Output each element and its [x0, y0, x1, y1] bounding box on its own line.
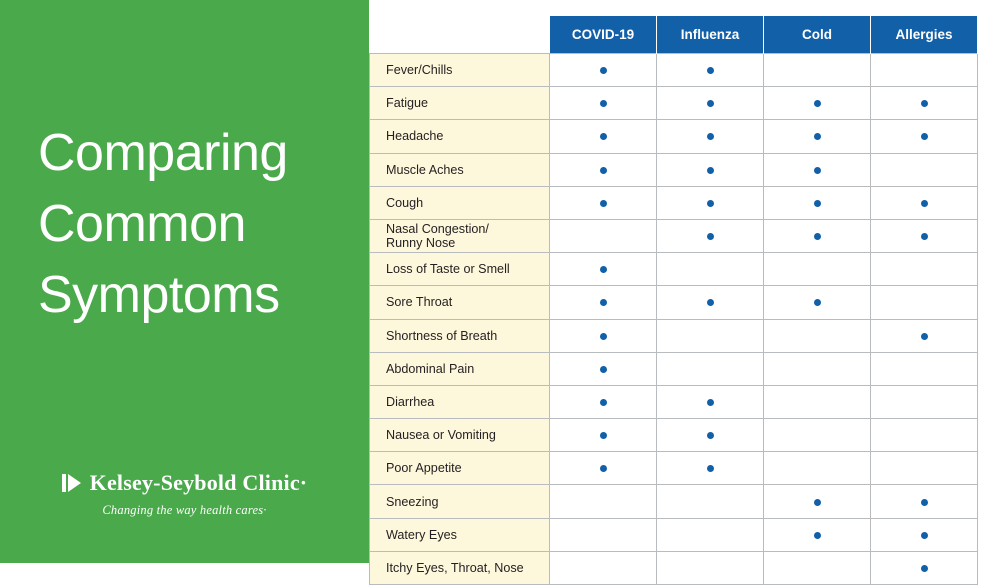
symptom-cell	[550, 419, 657, 452]
symptom-comparison-table	[369, 16, 978, 585]
table-row	[370, 87, 978, 120]
symptom-cell	[550, 120, 657, 153]
table-row	[370, 186, 978, 219]
dot-marker-icon	[600, 432, 607, 439]
symptom-label: Diarrhea	[370, 385, 550, 418]
table-row	[370, 54, 978, 87]
dot-marker-icon	[707, 100, 714, 107]
dot-marker-icon	[921, 565, 928, 572]
symptom-cell	[764, 120, 871, 153]
symptom-cell	[550, 485, 657, 518]
symptom-cell	[871, 87, 978, 120]
symptom-cell	[871, 286, 978, 319]
symptom-label: Cough	[370, 186, 550, 219]
page-title-line-2: Common	[38, 195, 246, 253]
symptom-comparison-table-wrapper	[369, 16, 977, 575]
symptom-cell	[657, 54, 764, 87]
symptom-cell	[657, 551, 764, 584]
dot-marker-icon	[921, 532, 928, 539]
symptom-label: Headache	[370, 120, 550, 153]
table-header-row	[370, 16, 978, 54]
symptom-cell	[657, 153, 764, 186]
symptom-cell	[657, 485, 764, 518]
dot-marker-icon	[600, 299, 607, 306]
dot-marker-icon	[707, 432, 714, 439]
symptom-cell	[550, 153, 657, 186]
brand-logo	[0, 470, 369, 518]
logo-tagline: Changing the way health cares·	[102, 503, 267, 517]
symptom-cell	[657, 319, 764, 352]
dot-marker-icon	[921, 200, 928, 207]
dot-marker-icon	[814, 100, 821, 107]
symptom-cell	[657, 120, 764, 153]
dot-marker-icon	[707, 200, 714, 207]
symptom-label: Sneezing	[370, 485, 550, 518]
dot-marker-icon	[814, 167, 821, 174]
symptom-cell	[550, 219, 657, 252]
table-row	[370, 120, 978, 153]
symptom-label: Fever/Chills	[370, 54, 550, 87]
symptom-label: Watery Eyes	[370, 518, 550, 551]
table-row	[370, 452, 978, 485]
symptom-cell	[550, 385, 657, 418]
symptom-cell	[657, 186, 764, 219]
symptom-cell	[550, 352, 657, 385]
symptom-label: Nasal Congestion/ Runny Nose	[370, 219, 550, 252]
symptom-cell	[871, 120, 978, 153]
symptom-cell	[550, 54, 657, 87]
symptom-cell	[764, 352, 871, 385]
table-row	[370, 419, 978, 452]
symptom-label: Nausea or Vomiting	[370, 419, 550, 452]
column-header-influenza: Influenza	[657, 16, 764, 54]
symptom-cell	[764, 54, 871, 87]
dot-marker-icon	[921, 133, 928, 140]
symptom-cell	[764, 485, 871, 518]
symptom-label: Abdominal Pain	[370, 352, 550, 385]
table-row	[370, 485, 978, 518]
symptom-label: Poor Appetite	[370, 452, 550, 485]
symptom-cell	[550, 319, 657, 352]
symptom-cell	[764, 419, 871, 452]
dot-marker-icon	[814, 499, 821, 506]
table-header	[370, 16, 978, 54]
table-row	[370, 153, 978, 186]
symptom-cell	[764, 286, 871, 319]
symptom-cell	[550, 186, 657, 219]
table-row	[370, 352, 978, 385]
dot-marker-icon	[707, 133, 714, 140]
symptom-cell	[871, 352, 978, 385]
dot-marker-icon	[921, 100, 928, 107]
symptom-cell	[764, 551, 871, 584]
dot-marker-icon	[707, 465, 714, 472]
symptom-cell	[871, 452, 978, 485]
symptom-label: Muscle Aches	[370, 153, 550, 186]
table-row	[370, 385, 978, 418]
dot-marker-icon	[600, 100, 607, 107]
table-row	[370, 219, 978, 252]
logo-row	[0, 470, 369, 496]
symptom-cell	[657, 385, 764, 418]
symptom-label: Itchy Eyes, Throat, Nose	[370, 551, 550, 584]
symptom-cell	[871, 485, 978, 518]
dot-marker-icon	[921, 233, 928, 240]
dot-marker-icon	[600, 366, 607, 373]
symptom-cell	[871, 253, 978, 286]
kelsey-seybold-mark-icon	[62, 472, 82, 494]
symptom-cell	[550, 551, 657, 584]
symptom-cell	[764, 253, 871, 286]
symptom-cell	[871, 54, 978, 87]
table-row	[370, 518, 978, 551]
page-title-line-3: Symptoms	[38, 266, 280, 324]
page-title-line-1: Comparing	[38, 124, 288, 182]
symptom-cell	[550, 518, 657, 551]
symptom-cell	[871, 219, 978, 252]
logo-name: Kelsey-Seybold Clinic·	[89, 470, 308, 495]
dot-marker-icon	[600, 200, 607, 207]
symptom-cell	[657, 419, 764, 452]
symptom-cell	[871, 385, 978, 418]
symptom-cell	[550, 87, 657, 120]
symptom-cell	[657, 452, 764, 485]
column-header-allergies: Allergies	[871, 16, 978, 54]
dot-marker-icon	[600, 399, 607, 406]
symptom-cell	[764, 87, 871, 120]
symptom-cell	[871, 419, 978, 452]
symptom-cell	[871, 551, 978, 584]
dot-marker-icon	[600, 167, 607, 174]
dot-marker-icon	[707, 167, 714, 174]
dot-marker-icon	[707, 233, 714, 240]
symptom-cell	[657, 518, 764, 551]
dot-marker-icon	[707, 299, 714, 306]
symptom-label: Loss of Taste or Smell	[370, 253, 550, 286]
symptom-cell	[764, 319, 871, 352]
dot-marker-icon	[814, 200, 821, 207]
table-row	[370, 253, 978, 286]
symptom-label: Fatigue	[370, 87, 550, 120]
symptom-cell	[871, 186, 978, 219]
symptom-cell	[871, 518, 978, 551]
dot-marker-icon	[707, 67, 714, 74]
column-header-cold: Cold	[764, 16, 871, 54]
left-green-panel	[0, 0, 369, 563]
symptom-cell	[657, 352, 764, 385]
dot-marker-icon	[600, 67, 607, 74]
symptom-cell	[657, 87, 764, 120]
dot-marker-icon	[814, 532, 821, 539]
page-title	[38, 118, 348, 331]
table-row	[370, 286, 978, 319]
symptom-cell	[550, 452, 657, 485]
dot-marker-icon	[600, 333, 607, 340]
dot-marker-icon	[921, 333, 928, 340]
dot-marker-icon	[814, 299, 821, 306]
column-header-covid-19: COVID-19	[550, 16, 657, 54]
symptom-cell	[764, 153, 871, 186]
dot-marker-icon	[600, 465, 607, 472]
symptom-cell	[871, 319, 978, 352]
dot-marker-icon	[600, 133, 607, 140]
symptom-cell	[764, 219, 871, 252]
dot-marker-icon	[921, 499, 928, 506]
symptom-cell	[764, 385, 871, 418]
symptom-label: Sore Throat	[370, 286, 550, 319]
table-row	[370, 319, 978, 352]
table-body	[370, 54, 978, 585]
symptom-cell	[764, 518, 871, 551]
dot-marker-icon	[707, 399, 714, 406]
table-corner-header	[370, 16, 550, 54]
table-row	[370, 551, 978, 584]
symptom-cell	[764, 452, 871, 485]
symptom-cell	[871, 153, 978, 186]
dot-marker-icon	[600, 266, 607, 273]
symptom-cell	[550, 286, 657, 319]
symptom-cell	[657, 253, 764, 286]
symptom-cell	[657, 219, 764, 252]
symptom-cell	[550, 253, 657, 286]
symptom-cell	[657, 286, 764, 319]
symptom-cell	[764, 186, 871, 219]
dot-marker-icon	[814, 233, 821, 240]
symptom-label: Shortness of Breath	[370, 319, 550, 352]
dot-marker-icon	[814, 133, 821, 140]
